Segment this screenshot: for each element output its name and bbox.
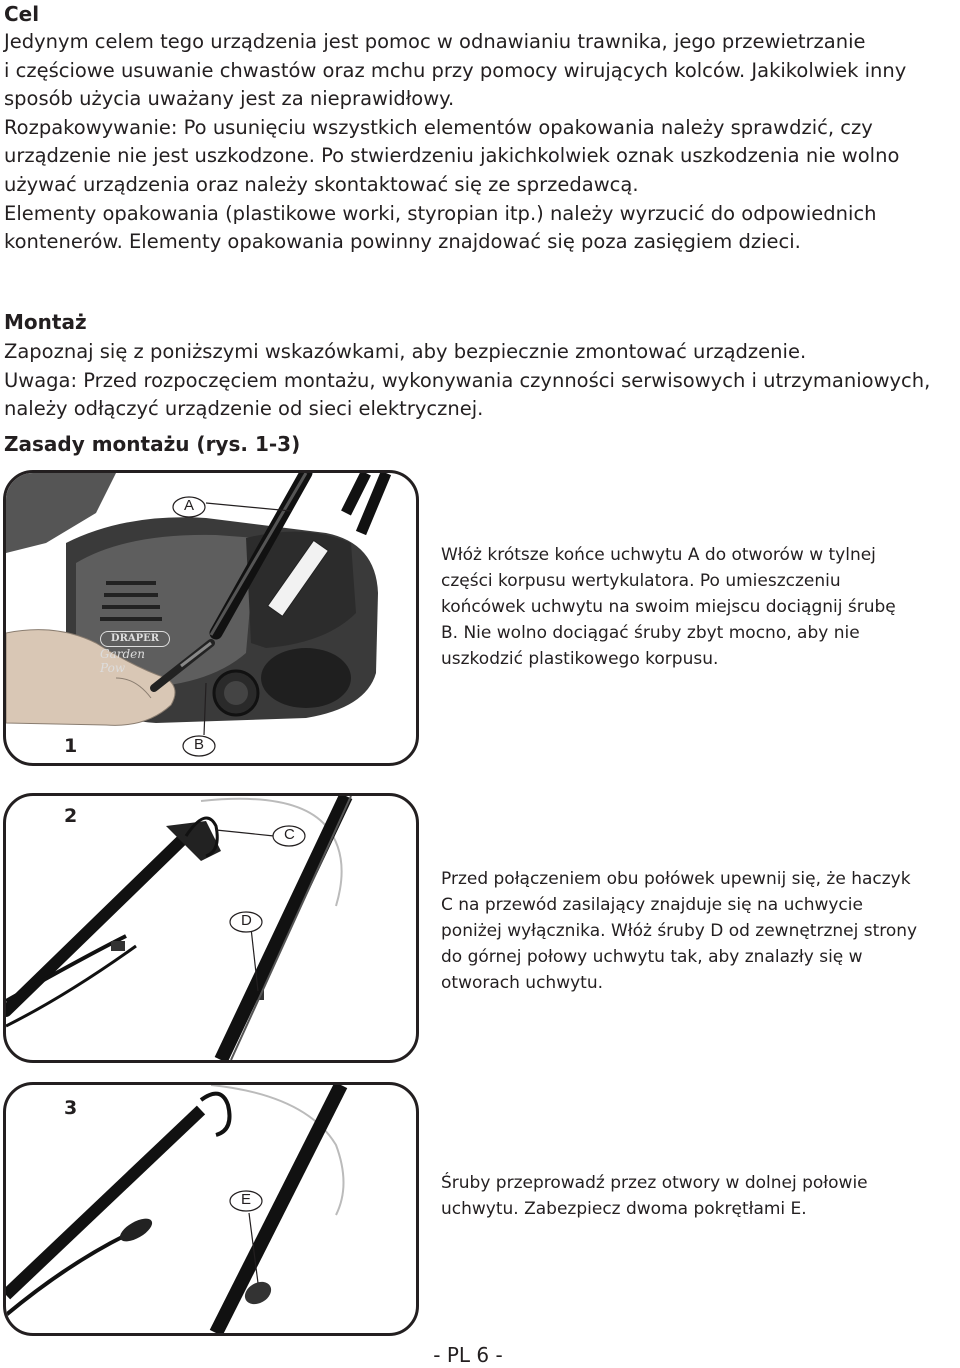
text-line: Uwaga: Przed rozpoczęciem montażu, wykonywania czynności serwisowych i utrzymaniowych, bbox=[4, 368, 931, 392]
draper-logo: DRAPER Garden Pow bbox=[100, 631, 170, 675]
callout-label: A bbox=[184, 497, 195, 514]
caption-line: poniżej wyłącznika. Włóż śruby D od zewnętrznej strony bbox=[441, 921, 918, 941]
text-line: i częściowe usuwanie chwastów oraz mchu przy pomocy wirujących kolców. Jakikolwiek inny bbox=[4, 58, 907, 82]
callout-label: D bbox=[241, 912, 252, 929]
caption-line: końcówek uchwytu na swoim miejscu dociągnij śrubę bbox=[441, 597, 896, 617]
assembly-subtitle: Zasady montażu (rys. 1-3) bbox=[4, 432, 301, 456]
figure-2-caption bbox=[441, 866, 951, 996]
page-footer bbox=[0, 1343, 960, 1367]
caption-line: otworach uchwytu. bbox=[441, 973, 604, 993]
text-line: kontenerów. Elementy opakowania powinny znajdować się poza zasięgiem dzieci. bbox=[4, 230, 801, 254]
callout-label: E bbox=[241, 1191, 252, 1208]
cel-paragraph bbox=[4, 28, 956, 257]
figure-3-caption bbox=[441, 1170, 951, 1222]
figure-3 bbox=[3, 1082, 419, 1336]
text-line: urządzenie nie jest uszkodzone. Po stwierdzeniu jakichkolwiek oznak uszkodzenia nie wolno bbox=[4, 144, 900, 168]
figure-number: 2 bbox=[64, 805, 78, 827]
section-title-montaz: Montaż bbox=[4, 310, 87, 334]
text-line: Elementy opakowania (plastikowe worki, styropian itp.) należy wyrzucić do odpowiednich bbox=[4, 201, 877, 225]
montaz-paragraph bbox=[4, 338, 956, 424]
figure-1 bbox=[3, 470, 419, 766]
figure-number: 3 bbox=[64, 1097, 78, 1119]
caption-line: części korpusu wertykulatora. Po umieszczeniu bbox=[441, 571, 841, 591]
figure-3-illustration bbox=[6, 1085, 416, 1333]
text-line: Zapoznaj się z poniższymi wskazówkami, aby bezpiecznie zmontować urządzenie. bbox=[4, 340, 807, 363]
caption-line: Włóż krótsze końce uchwytu A do otworów w tylnej bbox=[441, 545, 876, 565]
caption-line: Śruby przeprowadź przez otwory w dolnej połowie bbox=[441, 1173, 868, 1193]
figure-2 bbox=[3, 793, 419, 1063]
text-line: używać urządzenia oraz należy skontaktować się ze sprzedawcą. bbox=[4, 172, 639, 196]
caption-line: Przed połączeniem obu połówek upewnij się, że haczyk bbox=[441, 869, 911, 889]
callout-label: C bbox=[284, 826, 295, 843]
page-number: - PL 6 - bbox=[433, 1343, 503, 1367]
section-title-cel: Cel bbox=[4, 2, 40, 26]
callout-label: B bbox=[194, 736, 205, 753]
figure-2-illustration bbox=[6, 796, 416, 1060]
text-line: sposób użycia uważany jest za nieprawidłowy. bbox=[4, 87, 455, 111]
figure-1-caption bbox=[441, 542, 951, 672]
text-line: należy odłączyć urządzenie od sieci elektrycznej. bbox=[4, 397, 484, 421]
figure-1-illustration bbox=[6, 473, 416, 763]
figure-number: 1 bbox=[64, 735, 78, 757]
text-line: Rozpakowywanie: Po usunięciu wszystkich elementów opakowania należy sprawdzić, czy bbox=[4, 115, 873, 139]
caption-line: uszkodzić plastikowego korpusu. bbox=[441, 649, 719, 669]
caption-line: do górnej połowy uchwytu tak, aby znalazły się w bbox=[441, 947, 863, 967]
caption-line: B. Nie wolno dociągać śruby zbyt mocno, aby nie bbox=[441, 623, 860, 643]
text-line: Jedynym celem tego urządzenia jest pomoc w odnawianiu trawnika, jego przewietrzanie bbox=[4, 30, 866, 53]
caption-line: C na przewód zasilający znajduje się na uchwycie bbox=[441, 895, 863, 915]
caption-line: uchwytu. Zabezpiecz dwoma pokrętłami E. bbox=[441, 1199, 807, 1219]
